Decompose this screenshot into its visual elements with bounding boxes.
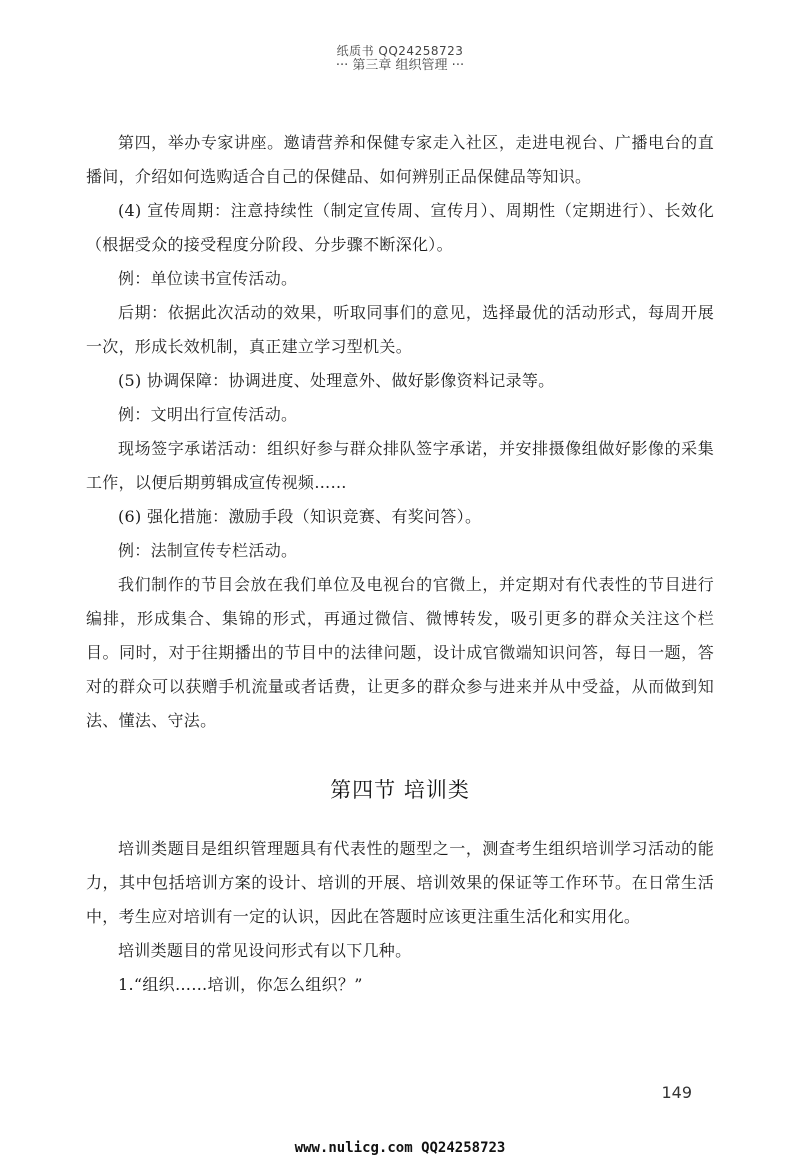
footer-watermark: www.nulicg.com QQ24258723 — [294, 1140, 506, 1156]
page-header — [0, 44, 800, 74]
paragraph-reinforcement: (6) 强化措施：激励手段（知识竞赛、有奖问答）。 — [118, 507, 482, 526]
page-body — [86, 126, 714, 1002]
paragraph-example-civilized-travel: 例：文明出行宣传活动。 — [118, 405, 298, 424]
paragraph-publicity-cycle: (4) 宣传周期：注意持续性（制定宣传周、宣传月）、周期性（定期进行）、长效化（根据受众的接受程度分阶段、分步骤不断深化）。 — [86, 201, 714, 254]
page-number: 149 — [661, 1083, 692, 1102]
paragraph-coordination: (5) 协调保障：协调进度、处理意外、做好影像资料记录等。 — [118, 371, 555, 390]
paragraph-signing-activity: 现场签字承诺活动：组织好参与群众排队签字承诺，并安排摄像组做好影像的采集工作，以便后期剪辑成宣传视频…… — [86, 439, 714, 492]
paragraph-training-question-1: 1.“组织……培训，你怎么组织？” — [118, 975, 363, 994]
paragraph-later-stage: 后期：依据此次活动的效果，听取同事们的意见，选择最优的活动形式，每周开展一次，形成长效机制，真正建立学习型机关。 — [86, 303, 714, 356]
running-head-chapter: ··· 第三章 组织管理 ··· — [335, 58, 465, 73]
section-title: 第四节 培训类 — [330, 778, 470, 802]
paragraph-example-legal-column: 例：法制宣传专栏活动。 — [118, 541, 298, 560]
paragraph-expert-lecture: 第四，举办专家讲座。邀请营养和保健专家走入社区，走进电视台、广播电台的直播间，介绍如何选购适合自己的保健品、如何辨别正品保健品等知识。 — [86, 133, 714, 186]
paragraph-program-promotion: 我们制作的节目会放在我们单位及电视台的官微上，并定期对有代表性的节目进行编排，形成集合、集锦的形式，再通过微信、微博转发，吸引更多的群众关注这个栏目。同时，对于往期播出的节目中的法律问题，设计成官微端知识问答，每日一题，答对的群众可以获赠手机流量或者话费，让更多的群众参与进来并从中受益，从而做到知法、懂法、守法。 — [86, 575, 714, 730]
paragraph-training-forms: 培训类题目的常见设问形式有以下几种。 — [118, 941, 412, 960]
header-watermark: 纸质书 QQ24258723 — [336, 44, 464, 58]
paragraph-example-reading: 例：单位读书宣传活动。 — [118, 269, 298, 288]
paragraph-training-intro: 培训类题目是组织管理题具有代表性的题型之一，测查考生组织培训学习活动的能力，其中包括培训方案的设计、培训的开展、培训效果的保证等工作环节。在日常生活中，考生应对培训有一定的认识，因此在答题时应该更注重生活化和实用化。 — [86, 839, 714, 926]
